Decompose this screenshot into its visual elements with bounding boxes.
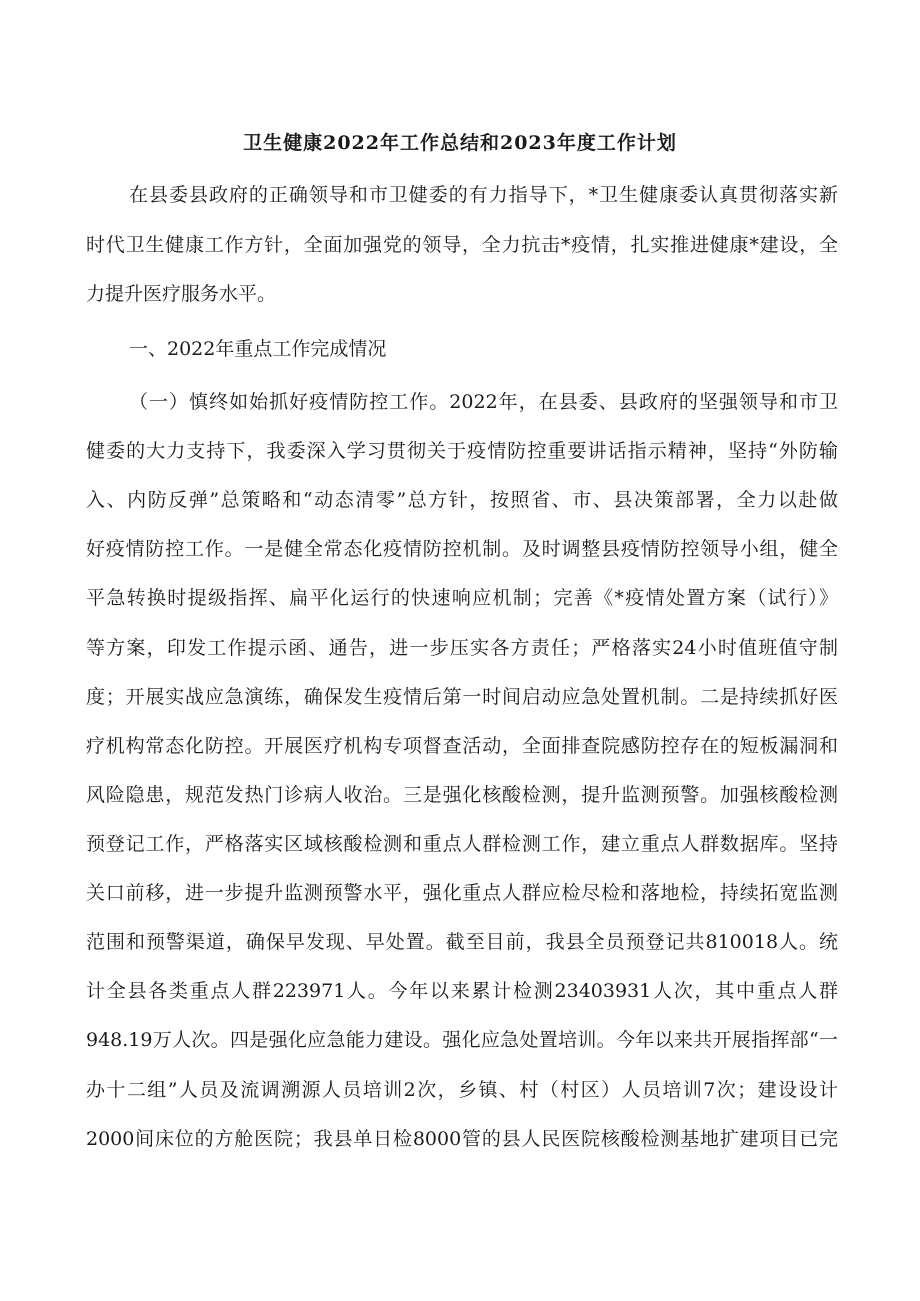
paragraph-line: 力提升医疗服务水平。	[86, 283, 277, 305]
paragraph-line: 等方案，印发工作提示函、通告，进一步压实各方责任；严格落实24小时值班值守制	[86, 637, 838, 659]
paragraph-line: 在县委县政府的正确领导和市卫健委的有力指导下，*卫生健康委认真贯彻落实新	[129, 184, 838, 206]
paragraph-line: 计全县各类重点人群223971人。今年以来累计检测23403931人次，其中重点人群	[86, 980, 838, 1002]
paragraph-line: 关口前移，进一步提升监测预警水平，强化重点人群应检尽检和落地检，持续拓宽监测	[86, 882, 838, 904]
paragraph-line: 好疫情防控工作。一是健全常态化疫情防控机制。及时调整县疫情防控领导小组，健全	[86, 538, 838, 560]
paragraph-line: 度；开展实战应急演练，确保发生疫情后第一时间启动应急处置机制。二是持续抓好医	[86, 686, 838, 708]
paragraph-line: （一）慎终如始抓好疫情防控工作。2022年，在县委、县政府的坚强领导和市卫	[129, 391, 838, 413]
paragraph-line: 2000间床位的方舱医院；我县单日检8000管的县人民医院核酸检测基地扩建项目已完	[86, 1128, 838, 1150]
paragraph-line: 风险隐患，规范发热门诊病人收治。三是强化核酸检测，提升监测预警。加强核酸检测	[86, 784, 838, 806]
paragraph-line: 948.19万人次。四是强化应急能力建设。强化应急处置培训。今年以来共开展指挥部“一	[86, 1029, 838, 1051]
paragraph-line: 入、内防反弹”总策略和“动态清零”总方针，按照省、市、县决策部署，全力以赴做	[86, 489, 838, 511]
paragraph-line: 预登记工作，严格落实区域核酸检测和重点人群检测工作，建立重点人群数据库。坚持	[86, 833, 838, 855]
paragraph-line: 健委的大力支持下，我委深入学习贯彻关于疫情防控重要讲话指示精神，坚持“外防输	[86, 440, 838, 462]
section-heading: 一、2022年重点工作完成情况	[129, 338, 387, 360]
paragraph-line: 时代卫生健康工作方针，全面加强党的领导，全力抗击*疫情，扎实推进健康*建设，全	[86, 234, 838, 256]
paragraph-line: 平急转换时提级指挥、扁平化运行的快速响应机制；完善《*疫情处置方案（试行）》	[86, 587, 838, 609]
paragraph-line: 疗机构常态化防控。开展医疗机构专项督查活动，全面排查院感防控存在的短板漏洞和	[86, 735, 838, 757]
paragraph-line: 办十二组”人员及流调溯源人员培训2次，乡镇、村（村区）人员培训7次；建设设计	[86, 1079, 838, 1101]
paragraph-line: 范围和预警渠道，确保早发现、早处置。截至目前，我县全员预登记共810018人。统	[86, 931, 838, 953]
document-title: 卫生健康2022年工作总结和2023年度工作计划	[243, 132, 677, 154]
